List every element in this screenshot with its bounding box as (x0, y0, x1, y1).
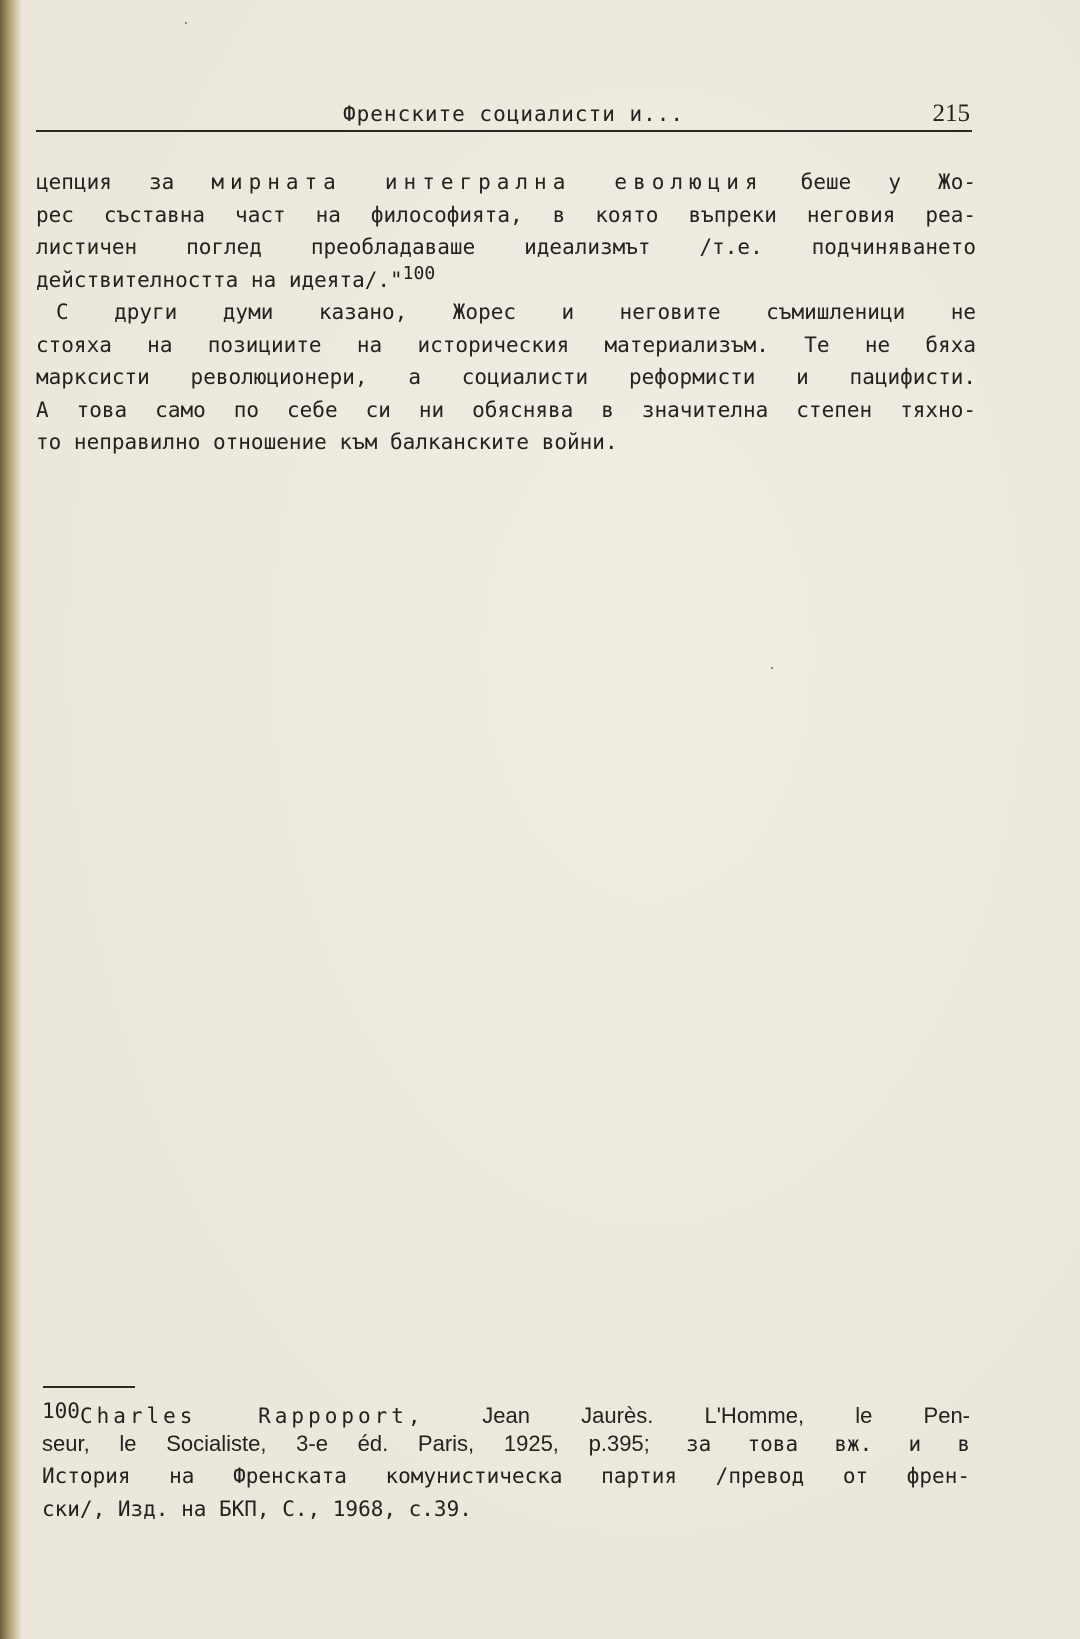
text-line (36, 166, 976, 199)
footnote-number: 100 (42, 1399, 80, 1423)
paragraph-first-line: С други думи казано, Жорес и неговите съмишленици не (56, 300, 976, 324)
text-line (36, 264, 976, 297)
footnote (42, 1395, 970, 1525)
text-fragment: действителността на идеята/." (36, 267, 403, 292)
text-line: то неправилно отношение към балканските войни. (36, 430, 618, 454)
body-text (36, 166, 976, 459)
footnote-line (42, 1395, 970, 1428)
paper-speck (771, 667, 773, 669)
text-line: листичен поглед преобладаваше идеализмът /т.е. подчиняването (36, 235, 976, 259)
text-fragment: беше у Жо- (800, 170, 976, 194)
footnote-line (42, 1428, 970, 1461)
footnote-line: ски/, Изд. на БКП, С., 1968, с.39. (42, 1496, 472, 1521)
page-number: 215 (932, 100, 970, 127)
text-line: стояха на позициите на историческия материализъм. Те не бяха (36, 332, 976, 357)
paper-speck (185, 22, 187, 24)
footnote-line: История на Френската комунистическа партия /превод от френ- (42, 1464, 970, 1488)
footnote-rule (43, 1386, 135, 1388)
text-fragment: за това вж. и в (686, 1431, 970, 1456)
page-header (36, 100, 972, 134)
running-title: Френските социалисти и... (343, 102, 685, 126)
text-line: А това само по себе си ни обяснява в значителна степен тяхно- (36, 397, 976, 422)
footnote-reference: 100 (402, 262, 436, 284)
header-rule (36, 130, 972, 132)
text-line: марксисти революционери, а социалисти реформисти и пацифисти. (36, 365, 976, 389)
footnote-author: Charles Rappoport, (79, 1404, 425, 1428)
page-spine-shadow (0, 0, 22, 1639)
text-line: рес съставна част на философията, в която въпреки неговия реа- (36, 202, 976, 227)
footnote-title: Jean Jaurès. L'Homme, le Pen- (482, 1403, 970, 1428)
footnote-citation: seur, le Socialiste, 3-e éd. Paris, 1925, p.395; (42, 1430, 650, 1456)
text-fragment: цепция за (36, 170, 175, 194)
emphasized-phrase: мирната интегрална еволюция (211, 170, 764, 194)
